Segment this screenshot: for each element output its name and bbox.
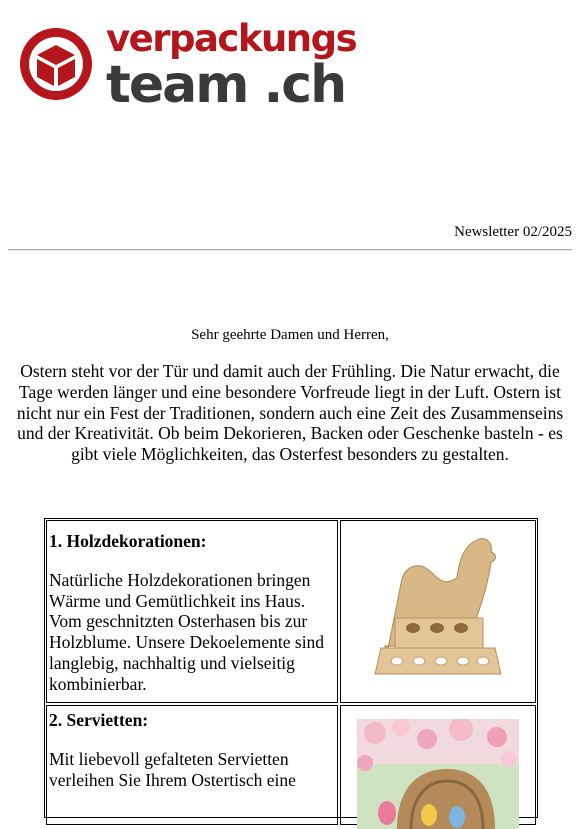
product-title: 1. Holzdekorationen: [49,531,207,551]
logo-text-top: verpackungs [106,17,357,60]
product-text-cell [46,705,338,825]
intro-paragraph: Ostern steht vor der Tür und damit auch der Frühling. Die Natur erwacht, die Tage werden länger und eine besondere Vorfreude liegt in der Luft. Ostern ist nicht nur ein Fest der Traditionen, sondern auch eine Zeit des Zusammenseins und der Kreativität. Ob beim Dekorieren, Backen oder Geschenke basteln - es gibt viele Möglichkeiten, das Osterfest besonders zu gestalten. [16,361,564,465]
newsletter-label: Newsletter 02/2025 [454,224,572,240]
divider [8,249,572,251]
product-text-cell [46,520,338,703]
product-image-cell [340,705,536,825]
product-description: Mit liebevoll gefalteten Servietten verleihen Sie Ihrem Ostertisch eine [49,748,296,790]
logo-text-bottom: team .ch [106,55,346,115]
easter-napkin-image[interactable] [357,719,519,829]
brand-logo[interactable] [20,17,357,115]
package-box-icon [20,28,92,100]
product-image-cell [340,520,536,703]
wooden-hen-egg-holder-image[interactable] [373,524,503,684]
product-description: Natürliche Holzdekorationen bringen Wärme und Gemütlichkeit ins Haus. Vom geschnitzten Osterhasen bis zur Holzblume. Unsere Dekoelemente sind langlebig, nachhaltig und vielseitig kombinierbar. [49,569,325,694]
product-title: 2. Servietten: [49,710,149,730]
greeting: Sehr geehrte Damen und Herren, [191,327,389,343]
product-table [44,518,538,818]
table-row [46,705,536,825]
table-row [46,520,536,703]
